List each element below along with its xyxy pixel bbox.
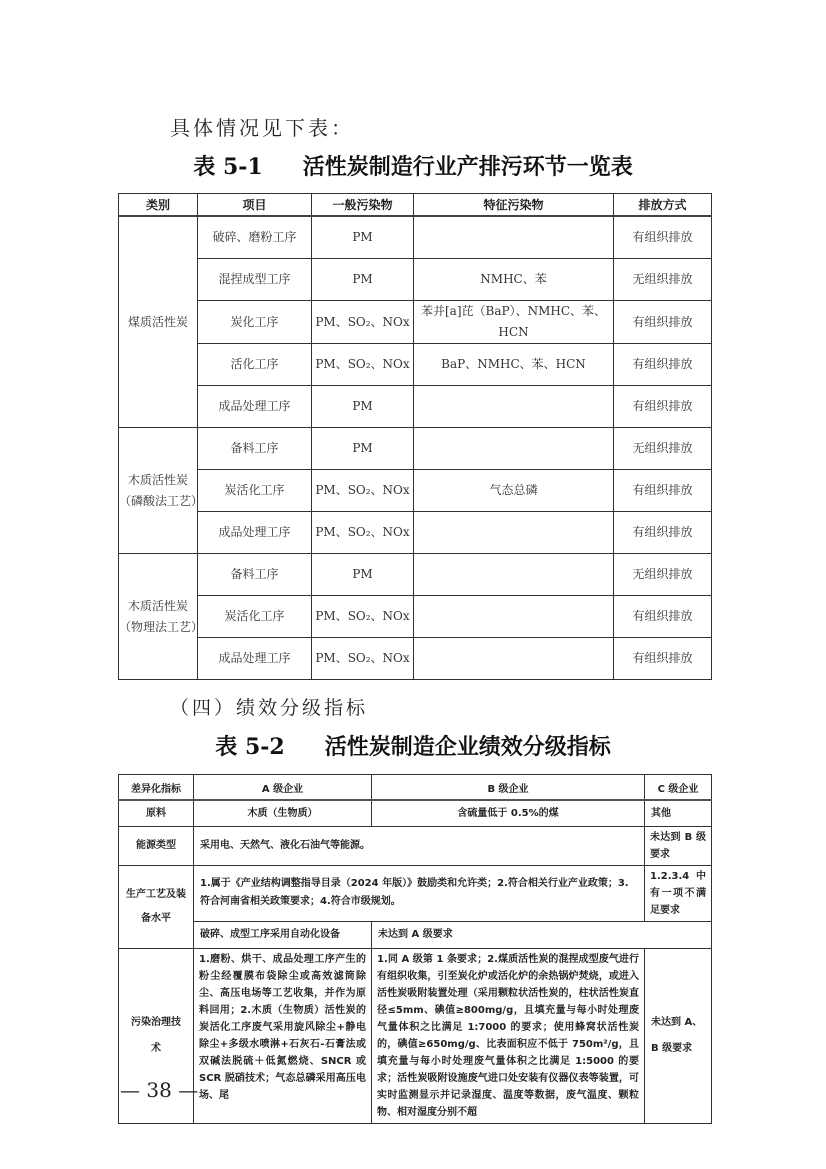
header-general-pollutant: 一般污染物	[312, 194, 414, 217]
general-cell: PM	[312, 554, 414, 596]
feature-cell: 气态总磷	[414, 470, 614, 512]
mode-cell: 有组织排放	[614, 344, 712, 386]
general-cell: PM、SO₂、NOx	[312, 512, 414, 554]
general-cell: PM	[312, 386, 414, 428]
mode-cell: 有组织排放	[614, 596, 712, 638]
b-level-cell: 1.同 A 级第 1 条要求；2.煤质活性炭的混捏成型废气进行有组织收集，引至炭化炉或活化炉的余热锅炉焚烧，或进入活性炭吸附装置处理（采用颗粒状活性炭的，柱状活性炭直径≤5mm、碘值≥800mg/g，且填充量与每小时处理废气量体积之比满足 1:7000 的要求；使用蜂窝状活性炭的，碘值≥650mg/g、比表面积应不低于 750m²/g，且填充量与每小时处理废气量体积之比满足 1:5000 的要求；活性炭吸附设施废气进口处安装有仪器仪表等装置，可实时监测显示并记录湿度、温度等数据，废气温度、颗粒物、相对湿度分别不超	[372, 948, 645, 1123]
general-cell: PM、SO₂、NOx	[312, 344, 414, 386]
feature-cell	[414, 428, 614, 470]
table-5-1-title	[0, 150, 826, 181]
c-level-cell: 1.2.3.4 中有一项不满足要求	[645, 865, 712, 921]
item-cell: 成品处理工序	[198, 386, 312, 428]
header-emission-mode: 排放方式	[614, 194, 712, 217]
header-feature-pollutant: 特征污染物	[414, 194, 614, 217]
table-number: 表 5-1	[193, 154, 263, 180]
feature-cell	[414, 596, 614, 638]
feature-cell	[414, 386, 614, 428]
mode-cell: 有组织排放	[614, 512, 712, 554]
table-row	[119, 512, 712, 554]
mode-cell: 无组织排放	[614, 259, 712, 301]
general-cell: PM	[312, 259, 414, 301]
mode-cell: 有组织排放	[614, 216, 712, 259]
header-b-level: B 级企业	[372, 775, 645, 801]
bc-level-cell: 未达到 A 级要求	[372, 921, 712, 948]
mode-cell: 有组织排放	[614, 386, 712, 428]
indicator-cell: 能源类型	[119, 826, 194, 865]
table-header-row	[119, 775, 712, 801]
table-header-row	[119, 194, 712, 217]
mode-cell: 有组织排放	[614, 470, 712, 512]
page-number: — 38 —	[120, 1078, 199, 1102]
feature-cell: BaP、NMHC、苯、HCN	[414, 344, 614, 386]
table-row	[119, 216, 712, 259]
item-cell: 混捏成型工序	[198, 259, 312, 301]
table-title-text: 活性炭制造行业产排污环节一览表	[302, 154, 633, 180]
category-cell: 木质活性炭（物理法工艺）	[119, 554, 198, 680]
item-cell: 炭化工序	[198, 301, 312, 344]
category-cell: 木质活性炭（磷酸法工艺）	[119, 428, 198, 554]
table-row	[119, 638, 712, 680]
table-row-process	[119, 865, 712, 921]
feature-cell: NMHC、苯	[414, 259, 614, 301]
feature-cell: 苯并[a]芘（BaP）、NMHC、苯、HCN	[414, 301, 614, 344]
mode-cell: 有组织排放	[614, 301, 712, 344]
c-level-cell: 未达到 B 级要求	[645, 826, 712, 865]
table-row	[119, 301, 712, 344]
table-row	[119, 428, 712, 470]
table-title-text: 活性炭制造企业绩效分级指标	[324, 734, 611, 760]
item-cell: 成品处理工序	[198, 638, 312, 680]
indicator-cell: 污染治理技术	[119, 948, 194, 1123]
b-level-cell: 含硫量低于 0.5%的煤	[372, 800, 645, 826]
item-cell: 备料工序	[198, 554, 312, 596]
table-row-energy	[119, 826, 712, 865]
general-cell: PM	[312, 216, 414, 259]
mode-cell: 有组织排放	[614, 638, 712, 680]
header-a-level: A 级企业	[194, 775, 372, 801]
general-cell: PM、SO₂、NOx	[312, 638, 414, 680]
feature-cell	[414, 554, 614, 596]
feature-cell	[414, 512, 614, 554]
item-cell: 成品处理工序	[198, 512, 312, 554]
c-level-cell: 未达到 A、B 级要求	[645, 948, 712, 1123]
mode-cell: 无组织排放	[614, 428, 712, 470]
a-level-cell: 1.磨粉、烘干、成品处理工序产生的粉尘经覆膜布袋除尘或高效滤筒除尘、高压电场等工艺收集，并作为原料回用；2.木质（生物质）活性炭的炭活化工序废气采用旋风除尘+静电除尘+多级水喷淋+石灰石-石膏法或双碱法脱硫＋低氮燃烧、SNCR 或 SCR 脱硝技术；气态总磷采用高压电场、尾	[194, 948, 372, 1123]
item-cell: 活化工序	[198, 344, 312, 386]
table-number: 表 5-2	[215, 734, 285, 760]
intro-text: 具体情况见下表：	[170, 116, 354, 140]
general-cell: PM、SO₂、NOx	[312, 301, 414, 344]
general-cell: PM、SO₂、NOx	[312, 470, 414, 512]
a-level-cell: 木质（生物质）	[194, 800, 372, 826]
table-row	[119, 470, 712, 512]
feature-cell	[414, 638, 614, 680]
indicator-cell: 原料	[119, 800, 194, 826]
header-c-level: C 级企业	[645, 775, 712, 801]
table-row-process-sub	[119, 921, 712, 948]
section-heading: （四）绩效分级指标	[170, 697, 369, 719]
item-cell: 炭活化工序	[198, 596, 312, 638]
table-5-2-title	[0, 730, 826, 761]
table-row	[119, 259, 712, 301]
ab-level-cell: 1.属于《产业结构调整指导目录（2024 年版）》鼓励类和允许类；2.符合相关行业产业政策；3.符合河南省相关政策要求；4.符合市级规划。	[194, 865, 645, 921]
table-row	[119, 344, 712, 386]
table-row	[119, 386, 712, 428]
a-level-cell: 破碎、成型工序采用自动化设备	[194, 921, 372, 948]
table-5-2	[118, 774, 712, 1124]
table-row	[119, 596, 712, 638]
indicator-cell: 生产工艺及装备水平	[119, 865, 194, 948]
table-row	[119, 554, 712, 596]
header-category: 类别	[119, 194, 198, 217]
item-cell: 炭活化工序	[198, 470, 312, 512]
item-cell: 备料工序	[198, 428, 312, 470]
item-cell: 破碎、磨粉工序	[198, 216, 312, 259]
header-item: 项目	[198, 194, 312, 217]
category-cell: 煤质活性炭	[119, 216, 198, 428]
general-cell: PM	[312, 428, 414, 470]
header-indicator: 差异化指标	[119, 775, 194, 801]
feature-cell	[414, 216, 614, 259]
table-row-raw-material	[119, 800, 712, 826]
c-level-cell: 其他	[645, 800, 712, 826]
ab-level-cell: 采用电、天然气、液化石油气等能源。	[194, 826, 645, 865]
general-cell: PM、SO₂、NOx	[312, 596, 414, 638]
table-row-pollution	[119, 948, 712, 1123]
mode-cell: 无组织排放	[614, 554, 712, 596]
table-5-1	[118, 193, 712, 680]
